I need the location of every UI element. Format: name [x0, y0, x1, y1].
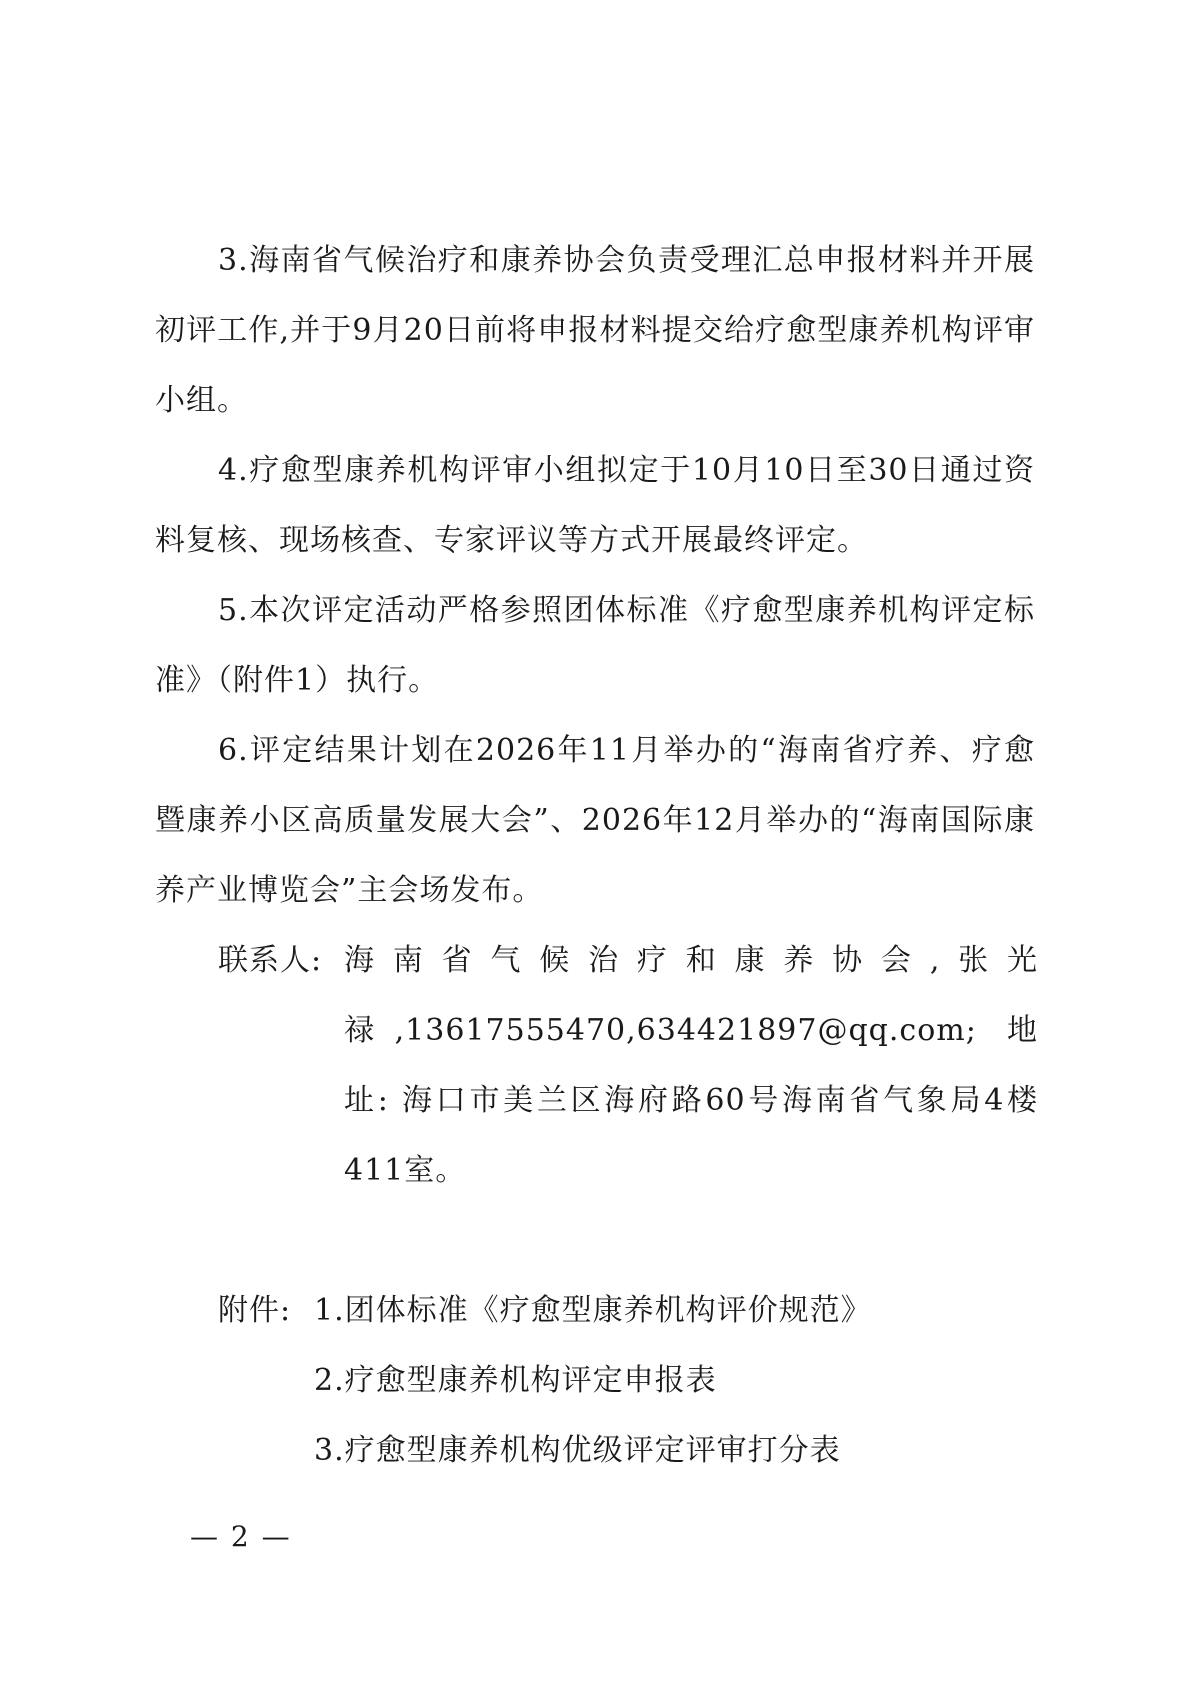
paragraph-item-5: 5.本次评定活动严格参照团体标准《疗愈型康养机构评定标准》（附件1）执行。 — [155, 593, 1035, 698]
paragraph-item-6: 6.评定结果计划在2026年11月举办的“海南省疗养、疗愈暨康养小区高质量发展大会”、2026年12月举办的“海南国际康养产业博览会”主会场发布。 — [155, 733, 1035, 908]
paragraph-item-4: 4.疗愈型康养机构评审小组拟定于10月10日至30日通过资料复核、现场核查、专家评议等方式开展最终评定。 — [155, 453, 1035, 558]
contact-label: 联系人: — [218, 943, 323, 978]
attachment-item-3: 3.疗愈型康养机构优级评定评审打分表 — [314, 1433, 841, 1468]
attachment-item-2: 2.疗愈型康养机构评定申报表 — [314, 1363, 717, 1398]
attachments-label: 附件: — [218, 1293, 292, 1328]
paragraph-item-3: 3.海南省气候治疗和康养协会负责受理汇总申报材料并开展初评工作,并于9月20日前将申报材料提交给疗愈型康养机构评审小组。 — [155, 243, 1035, 418]
contact-details: 海南省气候治疗和康养协会,张光禄,13617555470,634421897@qq.com; 地址: 海口市美兰区海府路60号海南省气象局4楼411室。 — [344, 943, 1038, 1188]
attachment-item-1: 1.团体标准《疗愈型康养机构评价规范》 — [314, 1293, 872, 1328]
page-number: — 2 — — [190, 1520, 292, 1553]
attachments-list — [314, 1276, 1014, 1486]
